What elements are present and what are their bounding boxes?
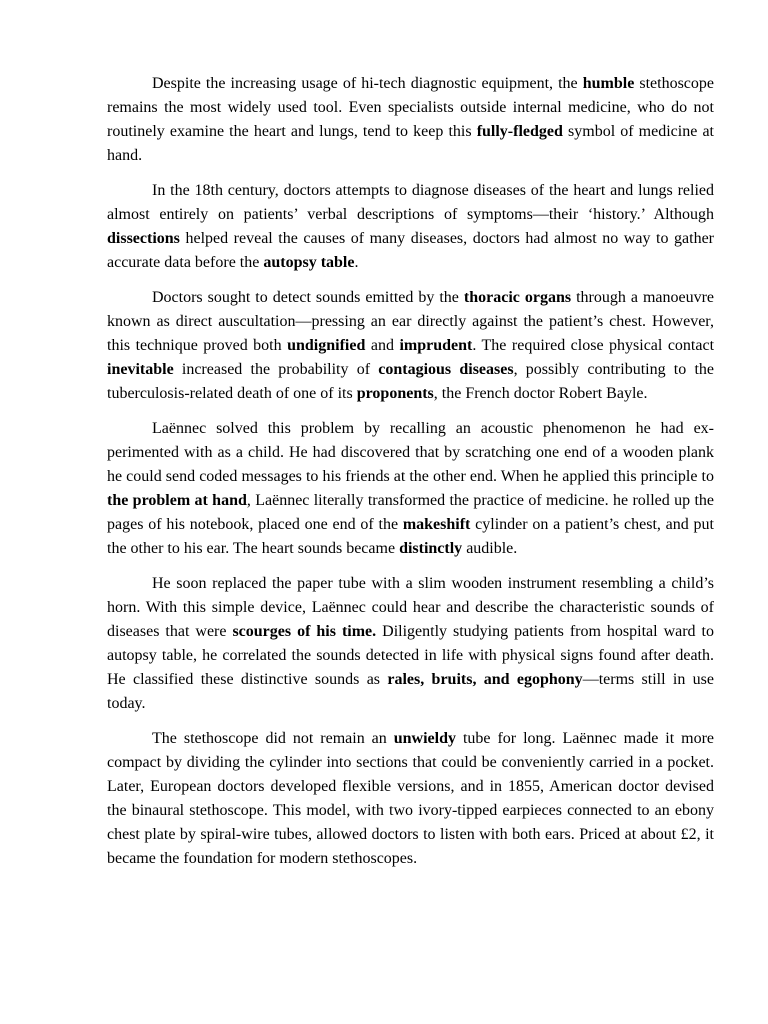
bold-term-undignified: undignified [287,337,366,354]
text-segment: tube for long. Laënnec made it more compact by dividing the cylinder into sections that could be conveniently carried in a pocket. Later, European doctors developed flexible versions, and in 1855, American doctor devised the binaural stethoscope. This model, with two ivory-tipped earpieces connected to an ebony chest plate by spiral-wire tubes, allowed doctors to listen with both ears. Priced at about £2, it became the foundation for modern stethoscopes. [107,730,715,867]
bold-term-unwieldy: unwieldy [393,730,456,747]
text-segment: helped reveal the causes of many diseases, doctors had almost no way to gather accurate data before the [107,230,714,271]
text-segment: . [354,254,359,271]
text-segment: He soon replaced the paper tube with a slim wooden instrument resembling a child’s horn. With this simple device, Laënnec could hear and describe the characteristic sounds of diseases that were [107,575,714,640]
text-segment: cylinder on a patient’s chest, and put the other to his ear. The heart sounds became [107,516,715,557]
text-segment: , the French doctor Robert Bayle. [433,385,648,402]
paragraph-4 [107,417,714,561]
bold-term-makeshift: makeshift [402,516,471,533]
text-segment: audible. [462,540,518,557]
text-segment: Despite the increasing usage of hi-tech diagnostic equipment, the [152,75,583,92]
bold-term-autopsy-table: autopsy table [263,254,355,271]
text-segment: , possibly contributing to the tuberculosis-related death of one of its [107,361,715,402]
text-segment: through a manoeuvre known as direct auscultation—pressing an ear directly against the patient’s chest. However, this technique proved both [107,289,715,354]
bold-term-humble: humble [582,75,635,92]
document-page [107,72,714,882]
paragraph-2 [107,179,714,275]
bold-term-inevitable: inevitable [107,361,174,378]
text-segment: . The required close physical contact [472,337,715,354]
text-segment: Laënnec solved this problem by recalling an acoustic phenomenon he had experimented with as a child. He had discovered that by scratching one end of a wooden plank he could send coded messages to his friends at the other end. When he applied this principle to [107,420,714,485]
bold-term-thoracic-organs: thoracic organs [463,289,572,306]
paragraph-3 [107,286,714,406]
bold-term-fully-fledged: fully-fledged [476,123,563,140]
text-segment: —terms still in use today. [107,671,714,712]
text-segment: Doctors sought to detect sounds emitted by the [152,289,464,306]
text-segment: increased the probability of [173,361,379,378]
bold-term-contagious-diseases: contagious diseases [378,361,514,378]
bold-term-imprudent: imprudent [399,337,473,354]
text-segment: The stethoscope did not remain an [152,730,394,747]
bold-term-proponents: proponents [356,385,434,402]
text-segment: Diligently studying patients from hospital ward to autopsy table, he correlated the sounds detected in life with physical signs found after death. He classified these distinctive sounds as [107,623,714,688]
paragraph-1 [107,72,714,168]
bold-term-scourges-of-his-time: scourges of his time. [232,623,377,640]
text-segment: , Laënnec literally transformed the practice of medicine. he rolled up the pages of his notebook, placed one end of the [107,492,714,533]
bold-term-rales-bruits-egophony: rales, bruits, and egophony [387,671,583,688]
text-segment: In the 18th century, doctors attempts to diagnose diseases of the heart and lungs relied almost entirely on patients’ verbal descriptions of symptoms—their ‘history.’ Although [107,182,714,223]
bold-term-problem-at-hand: the problem at hand [107,492,247,509]
text-segment: stethoscope remains the most widely used tool. Even specialists outside internal medicine, who do not routinely examine the heart and lungs, tend to keep this [107,75,715,140]
bold-term-distinctly: distinctly [399,540,463,557]
text-segment: symbol of medicine at hand. [107,123,714,164]
text-segment: and [365,337,400,354]
paragraph-5 [107,572,714,716]
paragraph-6 [107,727,714,871]
bold-term-dissections: dissections [107,230,180,247]
